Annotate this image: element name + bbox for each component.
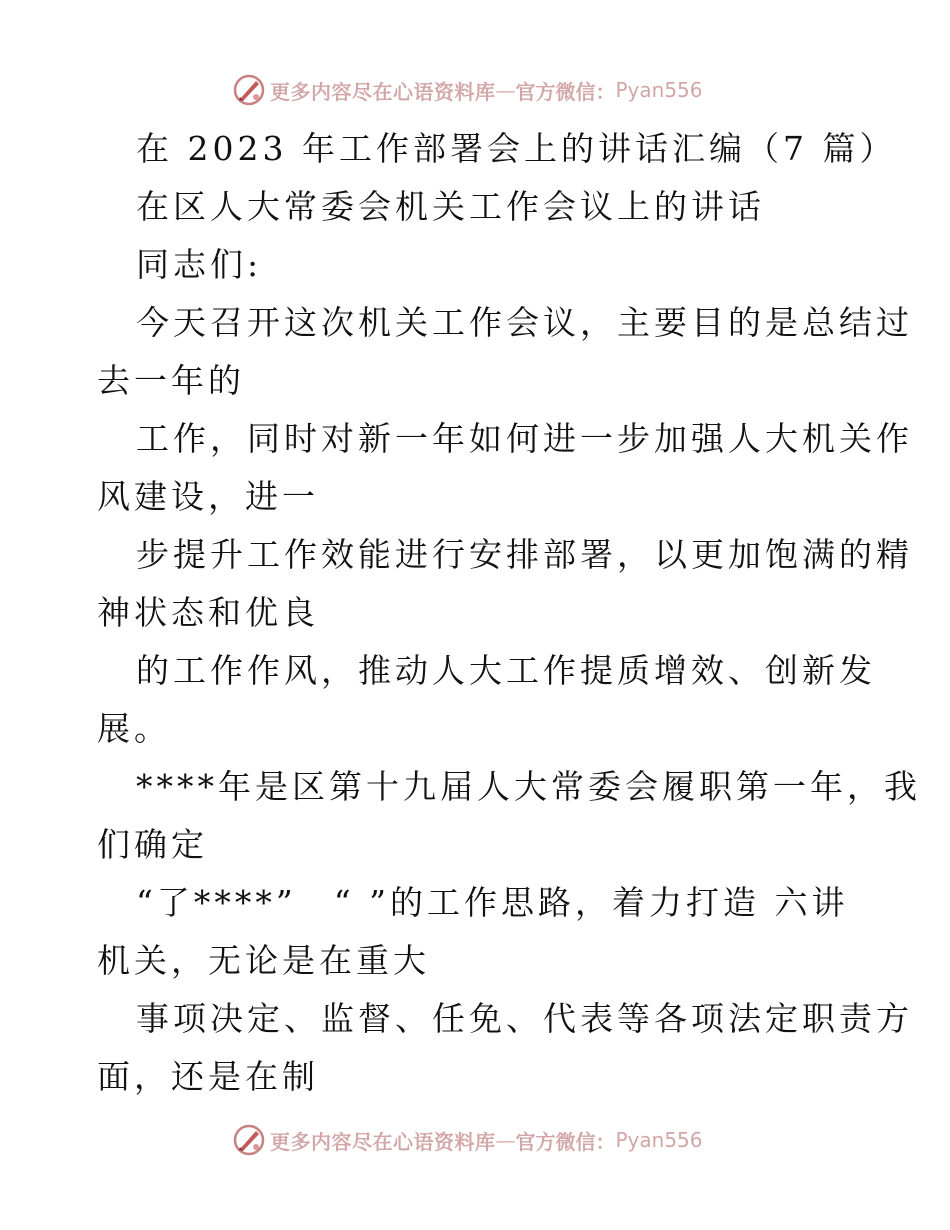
paragraph-line: 事项决定、监督、任免、代表等各项法定职责方 [136, 999, 913, 1038]
paragraph-line: 机关，无论是在重大 [97, 941, 430, 980]
paragraph-line: 的工作作风，推动人大工作提质增效、创新发 [136, 651, 876, 690]
paragraph-line: 面，还是在制 [97, 1057, 319, 1096]
paragraph-line: ****年是区第十九届人大常委会履职第一年，我 [136, 767, 921, 806]
paragraph-line: 工作，同时对新一年如何进一步加强人大机关作 [136, 419, 913, 458]
watermark-dash: — [495, 78, 516, 102]
quill-logo-icon [232, 1123, 266, 1157]
document-title: 在 2023 年工作部署会上的讲话汇编（7 篇） [136, 129, 897, 168]
paragraph-line: 展。 [97, 709, 171, 748]
paragraph-line: 神状态和优良 [97, 593, 319, 632]
watermark-dash: — [495, 1128, 516, 1152]
speech-title: 在区人大常委会机关工作会议上的讲话 [136, 187, 765, 226]
watermark-id: Pyan556 [615, 78, 703, 102]
watermark-id: Pyan556 [615, 1128, 703, 1152]
watermark-label: 官方微信： [515, 1129, 616, 1154]
paragraph-line: 风建设，进一 [97, 477, 319, 516]
paragraph-line: 步提升工作效能进行安排部署，以更加饱满的精 [136, 535, 913, 574]
watermark-brand: 更多内容尽在心语资料库 [270, 79, 496, 104]
salutation: 同志们: [136, 245, 263, 284]
watermark-footer [232, 1120, 703, 1160]
paragraph-line: “了****” “ ”的工作思路，着力打造 六讲 [136, 883, 849, 922]
watermark-header [232, 70, 703, 110]
watermark-brand: 更多内容尽在心语资料库 [270, 1129, 496, 1154]
paragraph-line: 去一年的 [97, 361, 245, 400]
quill-logo-icon [232, 73, 266, 107]
paragraph-line: 们确定 [97, 825, 208, 864]
watermark-label: 官方微信： [515, 79, 616, 104]
paragraph-line: 今天召开这次机关工作会议，主要目的是总结过 [136, 303, 913, 342]
